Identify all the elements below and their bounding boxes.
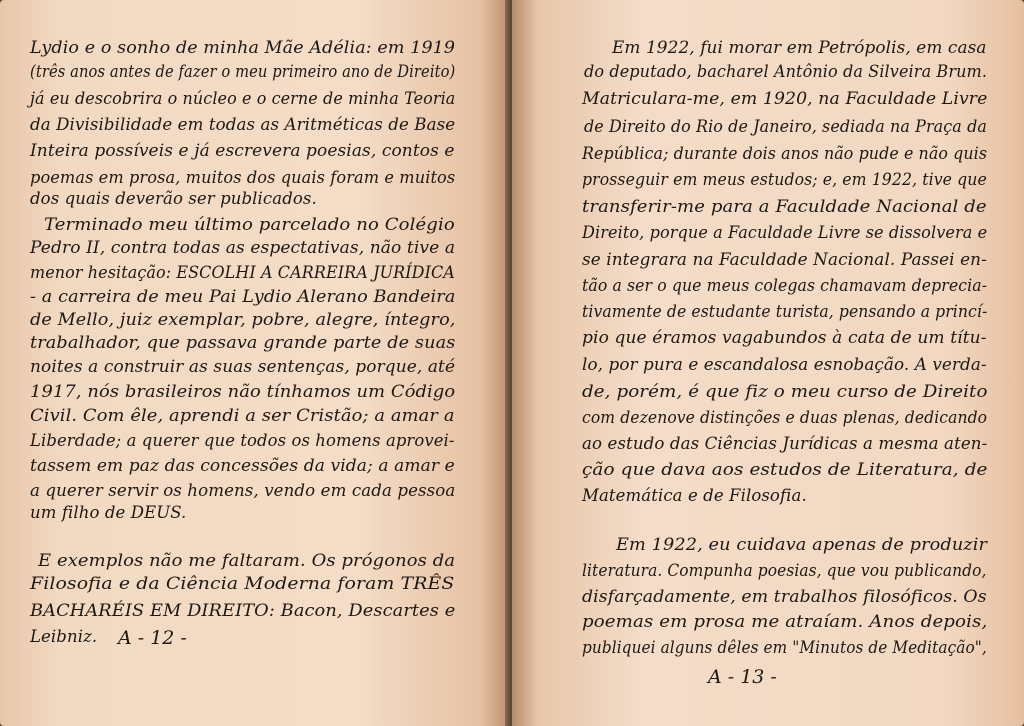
left-line: Leibniz. <box>30 627 98 646</box>
left-line: noites a construir as suas sentenças, porque, até <box>30 357 456 376</box>
right-line: publiquei alguns dêles em "Minutos de Meditação", <box>582 638 987 657</box>
right-line: tivamente de estudante turista, pensando a princí- <box>582 302 988 321</box>
right-line: Direito, porque a Faculdade Livre se dissolvera e <box>582 223 988 242</box>
right-line: literatura. Compunha poesias, que vou publicando, <box>582 561 987 580</box>
right-line: Em 1922, fui morar em Petrópolis, em casa <box>612 38 987 57</box>
left-page <box>0 0 510 726</box>
left-line: Liberdade; a querer que todos os homens aprovei- <box>30 431 455 450</box>
left-line: menor hesitação: ESCOLHI A CARREIRA JURÍDICA <box>30 263 455 282</box>
left-line: Lydio e o sonho de minha Mãe Adélia: em 1919 <box>30 38 456 57</box>
right-line: República; durante dois anos não pude e não quis <box>582 144 988 163</box>
left-line: da Divisibilidade em todas as Aritméticas de Base <box>30 115 456 134</box>
left-line: trabalhador, que passava grande parte de suas <box>30 333 456 352</box>
left-line: tassem em paz das concessões da vida; a amar e <box>30 456 455 475</box>
left-line: E exemplos não me faltaram. Os prógonos da <box>38 551 456 570</box>
right-line: disfarçadamente, em trabalhos filosóficos. Os <box>582 587 987 606</box>
right-line: prosseguir em meus estudos; e, em 1922, tive que <box>582 170 987 189</box>
right-line: Em 1922, eu cuidava apenas de produzir <box>616 535 988 554</box>
left-line: de Mello, juiz exemplar, pobre, alegre, íntegro, <box>30 310 456 329</box>
right-line: de Direito do Rio de Janeiro, sediada na Praça da <box>584 117 987 136</box>
right-line: lo, por pura e escandalosa esnobação. A verda- <box>582 355 987 374</box>
left-line: - a carreira de meu Pai Lydio Alerano Bandeira <box>30 287 456 306</box>
left-line: já eu descobrira o núcleo e o cerne de minha Teoria <box>30 89 456 108</box>
left-line: (três anos antes de fazer o meu primeiro ano de Direito) <box>30 62 456 81</box>
right-page-number: A - 13 - <box>708 666 777 688</box>
right-line: Matriculara-me, em 1920, na Faculdade Livre <box>582 89 988 108</box>
left-line: 1917, nós brasileiros não tínhamos um Código <box>30 382 456 401</box>
right-line: se integrara na Faculdade Nacional. Passei en- <box>582 250 987 269</box>
left-line: Terminado meu último parcelado no Colégio <box>44 215 455 234</box>
left-line: BACHARÉIS EM DIREITO: Bacon, Descartes e <box>30 601 456 620</box>
left-line: Inteira possíveis e já escrevera poesias, contos e <box>30 141 455 160</box>
right-line: pio que éramos vagabundos à cata de um títu- <box>582 328 987 347</box>
right-line: ao estudo das Ciências Jurídicas a mesma aten- <box>582 434 988 453</box>
left-line: Filosofia e da Ciência Moderna foram TRÊS <box>30 574 455 593</box>
left-line: poemas em prosa, muitos dos quais foram e muitos <box>30 168 456 187</box>
right-line: de, porém, é que fiz o meu curso de Direito <box>582 382 988 401</box>
right-line: Matemática e de Filosofia. <box>582 486 807 505</box>
left-page-number: A - 12 - <box>118 627 187 649</box>
right-line: com dezenove distinções e duas plenas, dedicando <box>582 408 988 427</box>
right-line: tão a ser o que meus colegas chamavam deprecia- <box>582 276 988 295</box>
right-line: transferir-me para a Faculdade Nacional de <box>582 197 987 216</box>
right-line: do deputado, bacharel Antônio da Silveira Brum. <box>584 62 988 81</box>
right-line: ção que dava aos estudos de Literatura, de <box>582 460 988 479</box>
left-line: um filho de DEUS. <box>30 503 187 522</box>
left-line: Civil. Com êle, aprendi a ser Cristão; a amar a <box>30 406 455 425</box>
left-line: dos quais deverão ser publicados. <box>30 189 317 208</box>
right-line: poemas em prosa me atraíam. Anos depois, <box>582 612 988 631</box>
right-page <box>512 0 1024 726</box>
left-line: Pedro II, contra todas as espectativas, não tive a <box>30 238 456 257</box>
left-line: a querer servir os homens, vendo em cada pessoa <box>30 481 456 500</box>
